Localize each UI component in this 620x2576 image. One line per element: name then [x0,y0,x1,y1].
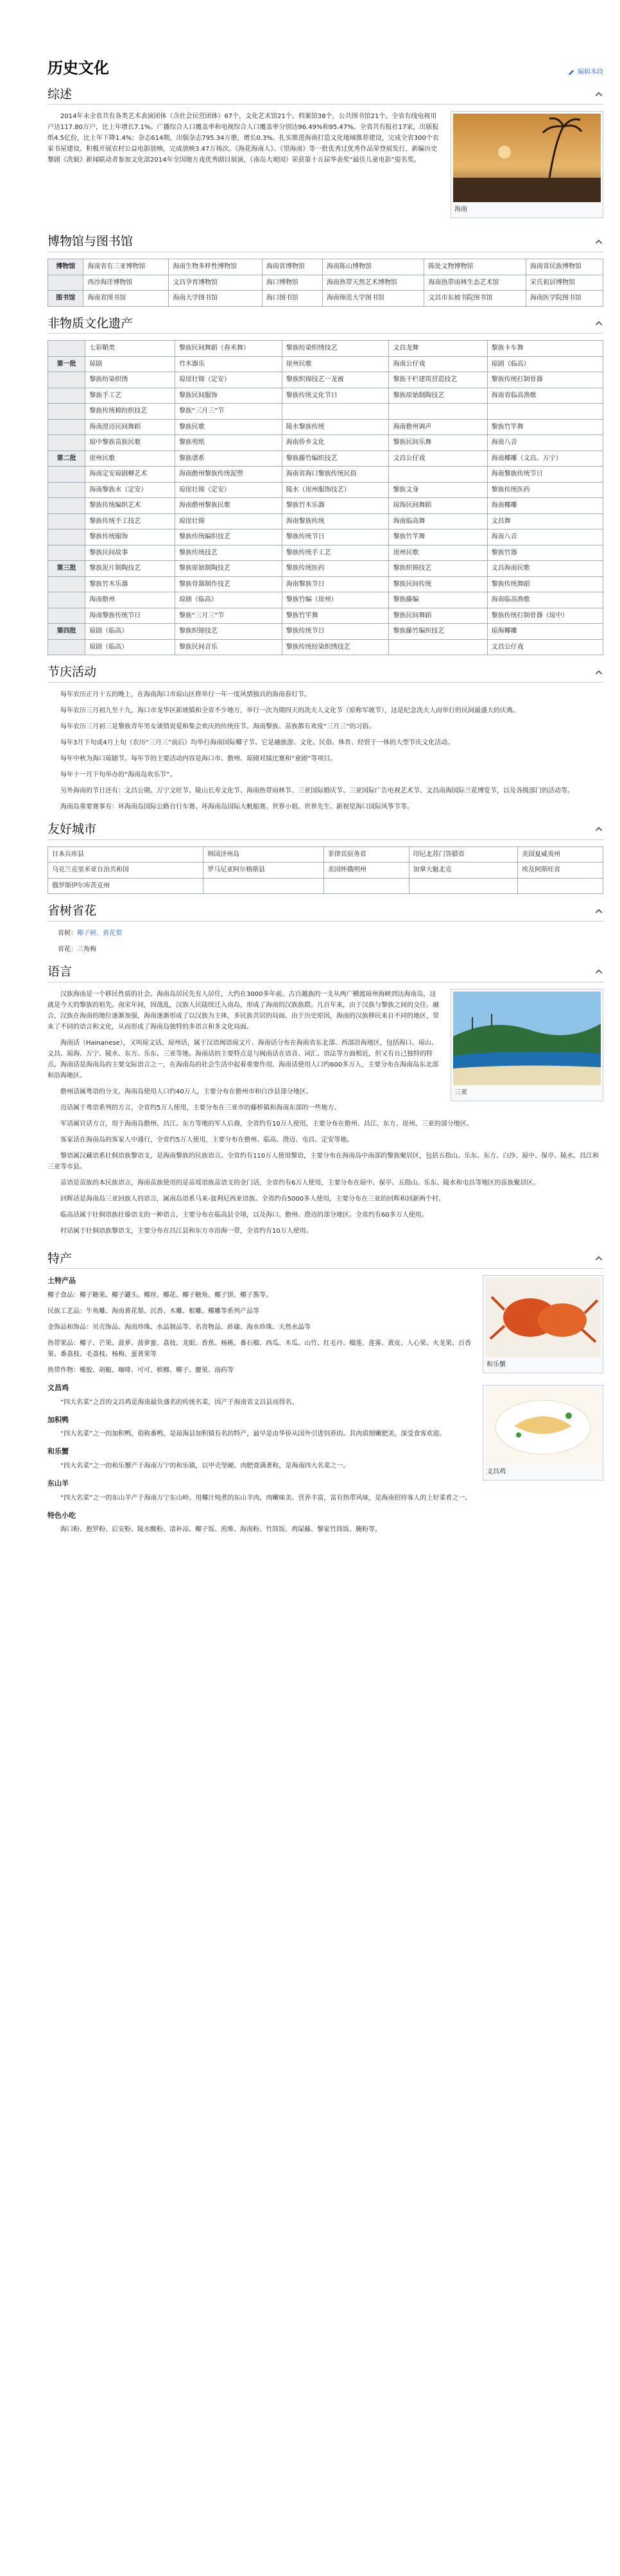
table-cell: 陈处文物博物馆 [424,259,526,275]
festivals-text [47,689,603,812]
dish-text: “四大名菜”之一的和乐蟹产于海南万宁的和乐镇，以甲壳坚硬、肉肥膏满著称，是海南四大名菜之一。 [60,1463,350,1470]
sister-cities-table [47,846,603,895]
table-cell: 埃及阿斯旺省 [518,863,603,879]
table-cell: 黎族传统医药 [282,561,389,577]
table-cell: 黎族卡车舞 [487,341,603,357]
section-heading: 省树省花 [47,904,97,918]
row-header-cell [48,576,85,592]
table-cell: 黎族民间传统 [389,576,487,592]
section-heading: 语言 [47,964,73,979]
table-cell: 黎族传统纺染织绣技艺 [282,639,389,655]
table-cell: 黎族传统医药 [487,482,603,498]
table-cell: 加拿大魁北克 [409,863,517,879]
table-cell: 琼崖壮锦 [175,513,282,529]
table-cell: 黎族民间舞蹈 [389,608,487,624]
table-cell: 黎族民间乐舞 [389,435,487,451]
table-cell: 海南椰雕（文昌、万宁） [487,451,603,467]
paragraph: 每年农历正月十五的晚上，在海南海口市琼山区将举行一年一度风情独具的海南春灯节。 [60,691,311,699]
table-cell: 黎族竹木乐器 [282,498,389,514]
table-row [48,545,603,561]
table-cell: 海南黎族传统节日 [487,467,603,483]
table-cell: 崖州民歌 [389,545,487,561]
specialty-label: 民族工艺品： [47,1307,86,1315]
table-cell: 崖州民歌 [85,451,175,467]
table-cell: 海南师范大学图书馆 [322,291,424,307]
table-cell: 海南省博物馆 [262,259,322,275]
table-cell: 琼剧（临高） [85,639,175,655]
row-header-cell [48,275,83,291]
table-cell: 文昌市东坡书院图书馆 [424,291,526,307]
table-row [48,451,603,467]
edit-label: 编辑本段 [578,68,603,76]
row-header-cell [48,341,85,357]
summary-figure[interactable] [451,111,603,218]
table-row [48,561,603,577]
chicken-photo [485,1387,601,1464]
table-cell: 日本兵库县 [48,846,203,863]
section-heading: 特产 [47,1251,73,1266]
paragraph: 每年农历三月初九至十九，海口市龙华区新坡镇和全省不少地方，举行一次为期四天的冼夫人文化节（原称军坡节），这是纪念冼夫人而举行的民间最盛大的庆典。 [60,707,519,715]
table-cell: 海南儋州调声 [389,419,487,435]
table-cell: 黎族竹木乐器 [85,576,175,592]
heritage-table [47,340,603,655]
table-cell: 海南儋州 [85,592,175,608]
table-cell: 陵水黎族传统 [282,419,389,435]
paragraph: 海南话（Hainanese），又叫琼文话、琼州话，属于汉语闽语琼文片。海南话分布在海南省东北部、西部沿海地区，包括海口、琼山、文昌、琼海、万宁、陵水、东方、乐东、三亚等地。海南话的主要特点是与闽南话在语音、词汇、语法等方面相近，但又有自己独特的特点。海南话是海南岛的主要交际语言之一，在海南岛的社会生活中起着重要作用。海南话使用人口约600多万人，主要分布在海南岛东北部和沿海地区。 [47,1039,439,1079]
province-tree: 省树：椰子树、黄花梨 [58,929,122,937]
table-cell: 黎族传统手工技艺 [85,513,175,529]
table-cell: 黎族竹竿舞 [487,419,603,435]
edit-link[interactable] [568,67,603,78]
table-row [48,846,603,863]
row-header-cell [48,404,85,420]
table-cell: 黎族“三月三”节 [175,608,282,624]
table-row [48,388,603,404]
table-cell [203,878,324,894]
table-cell: 黎族手工艺 [85,388,175,404]
pencil-icon [568,69,575,76]
row-header-cell [48,435,85,451]
table-cell [389,404,487,420]
table-cell: 文昌公仔戏 [389,451,487,467]
table-cell: 黎族原始制陶技艺 [389,388,487,404]
table-row [48,404,603,420]
table-row [48,513,603,529]
table-row [48,291,603,307]
table-cell: 黎族传统打制骨器（琼中） [487,608,603,624]
table-cell [518,878,603,894]
paragraph: 每年十一月下旬举办的“海南岛欢乐节”。 [60,771,177,779]
table-cell: 海南澄迈民间舞蹈 [85,419,175,435]
table-cell: 黎族织锦技艺一龙被 [282,372,389,388]
paragraph: 客家话在海南岛的客家人中通行，全省约5万人使用，主要分布在儋州、临高、澄迈、屯昌、定安等地。 [60,1136,354,1144]
table-cell: 黎族纺染织绣 [85,372,175,388]
hainan-photo [453,114,601,202]
table-cell: 海南儋州黎族民歌 [175,498,282,514]
table-cell [409,878,517,894]
summary-text: 2014年末全省共有各类艺术表演团体（含社会民营团体）67个，文化艺术馆21个。档案馆38个，公共图书馆21个。全省有线电视用户达117.80万户，比上年增长7.1%。广播综合人口覆盖率和电视综合人口覆盖率分别达96.49%和95.47%。全省共有报社17家，出版报纸4.5亿份，比上年下降1.4%；杂志614期，出版杂志795.34万册，增长0.3%。扎实推进海南打造文化地域推荐建设，完成全省300个农家书屋建设。积极开展农村公益电影放映，完成放映3.47万场次。《海花海南人》、《望海南》等一批优秀过优秀作品荣登展发行，新编历史黎剧《冼娘》新闻联动者参加文化部2014年全国地方戏优秀剧目展演，《南岛大观园》荣获第十五届华表奖“最佳儿童电影”提名奖。 [47,113,439,164]
row-header-cell [48,388,85,404]
table-cell: 七彩鞘类 [85,341,175,357]
paragraph: 军话属官话方言，用于海南岛儋州、昌江、东方等地的军人后裔，全省约有10万人使用，主要分布在儋州、昌江、东方、崖州、三亚的部分地区。 [60,1120,473,1128]
table-cell [323,878,409,894]
row-header-cell: 第一批 [48,356,85,372]
table-cell: 黎族竹编（崖州） [282,592,389,608]
table-cell: 海南椰雕 [487,498,603,514]
table-cell: 文昌海南民歌 [487,561,603,577]
table-cell: 乌克兰克里米亚自治共和国 [48,863,203,879]
dish-text: “四大名菜”之首的文昌鸡是海南最负盛名的传统名菜，因产于海南省文昌县而得名。 [60,1398,298,1406]
crab-photo [485,1278,601,1357]
section-heading: 博物馆与图书馆 [47,234,133,249]
table-cell: 菲律宾宿务省 [323,846,409,863]
figure-caption: 三亚 [454,1088,467,1096]
table-cell: 海南儋州黎族传统泥塑 [175,467,282,483]
table-row [48,341,603,357]
table-row [48,435,603,451]
table-row [48,482,603,498]
figure-caption: 和乐蟹 [487,1361,506,1369]
table-cell: 海南临高渔歌 [487,592,603,608]
table-cell: 印尼北苏门答腊省 [409,846,517,863]
table-cell: 黎族传统技艺 [175,545,282,561]
table-cell: 海南陈山博物馆 [322,259,424,275]
table-cell: 黎族民间服饰 [175,388,282,404]
table-cell: 黎族骨器制作技艺 [175,576,282,592]
table-cell: 文昌龙舞 [389,341,487,357]
table-cell: 文昌公仔戏 [487,639,603,655]
table-cell: 海南临高舞 [389,513,487,529]
row-header-cell [48,372,85,388]
paragraph: 海南岛重要赛事有：环海南岛国际公路自行车赛、环海南岛国际大帆船赛、世界小姐、世界先生、新视觉海口国际风筝节等。 [60,803,413,811]
specialty-text: 椰子糖果、椰子罐头、椰丝、椰花、椰子糖角、椰子饼、椰子酱等。 [80,1291,272,1299]
table-cell: 琼海民间舞蹈 [389,498,487,514]
table-row [48,863,603,879]
table-cell: 黎族民间故事 [85,545,175,561]
row-header-cell: 第三批 [48,561,85,577]
table-row [48,275,603,291]
table-cell: 琼剧（临高） [85,624,175,640]
paragraph: 另外海南的节日还有：文昌公期、万宁文旺节、陵山长寿文化节、海南热带雨林节、三亚国际婚庆节、三亚国际广告电视艺术节、文昌南海国际兰花博览节，以及各级部门的活动等。 [60,787,574,795]
row-header-cell: 第四批 [48,624,85,640]
table-row [48,419,603,435]
paragraph: 汉族海南是一个移民性质的社会。海南岛居民先有人居住，大约在3000多年前。古百越族的一支从两广横渡琼州海峡到达海南岛，这就是今天的黎族的祖先。南宋年间，因战乱，汉族人民陆续迁入南岛，形成了海南的汉族族群。几百年来，由于汉族与黎族之间的交往、融合，汉族在海南的地位逐渐加强，海南逐渐形成了以汉族为主体，多民族共居的局面。由于历史原因，海南的汉族移民来自不同的地区，带来了不同的语言和文化，从而形成了海南岛独特的多语言和多文化局面。 [47,990,439,1031]
row-header-cell [48,639,85,655]
table-cell: 美国夏威夷州 [518,846,603,863]
table-cell: 黎族藤编 [389,592,487,608]
paragraph: 临高话属于壮侗语族壮傣语支的一种语言，主要分布在临高县全境，以及海口、儋州、澄迈的部分地区。全省约有60多万人使用。 [60,1211,428,1219]
table-cell: 海南热带天然艺术博物馆 [322,275,424,291]
museums-table [47,259,603,307]
row-header-cell: 博物馆 [48,259,83,275]
specialty-text: 牛角雕、海南黄花梨、沉香、木雕、根雕、椰雕等系列产品等 [86,1307,259,1315]
table-cell: 黎族竹竿舞 [389,529,487,545]
page-header [47,0,603,78]
table-cell: 黎族“三月三”节 [175,404,282,420]
chevron-up-icon[interactable] [594,319,603,328]
table-cell: 海南大学图书馆 [169,291,263,307]
table-row [48,608,603,624]
specialty-text: 椰子、芒果、菠萝、菠萝蜜、荔枝、龙眼、香蕉、杨桃、番石榴、西瓜、木瓜、山竹、红毛丹、榴莲、莲雾、黄皮、人心果、火龙果、百香果、番荔枝、毛荔枝、杨梅、蛋黄果等 [47,1339,471,1358]
paragraph: 回辉话是海南岛三亚回族人的语言，属南岛语系马来-波利尼西亚语族。全省约有5000多人使用，主要分布在三亚的回辉和回新两个村。 [60,1195,445,1203]
table-cell: 黎族谱系 [175,451,282,467]
figure-caption: 海南 [454,206,467,214]
table-cell: 俄罗斯伊尔库茨克州 [48,878,203,894]
flower-value: 三角梅 [77,945,96,953]
section-heading: 节庆活动 [47,665,97,680]
page-title: 历史文化 [47,58,109,77]
table-row [48,639,603,655]
table-cell: 黎族竹器 [487,545,603,561]
table-cell: 黎族剪纸 [175,435,282,451]
chevron-up-icon[interactable] [594,967,603,976]
paragraph: 每年农历三月初三是黎族青年男女谈情说爱和集会欢庆的传统佳节。海南黎族、苗族都有欢度“三月三”的习俗。 [60,723,375,731]
table-cell: 海南黎族传统节日 [85,608,175,624]
table-cell: 海南黎族水（定安） [85,482,175,498]
table-cell: 海南生物多样性博物馆 [169,259,263,275]
subheading: 和乐蟹 [47,1447,69,1456]
language-section [47,964,603,1242]
table-row [48,878,603,894]
table-cell: 琼中黎族苗族民歌 [85,435,175,451]
language-figure[interactable] [451,989,603,1101]
table-cell: 黎族传统棉纺织技艺 [85,404,175,420]
row-header-cell [48,608,85,624]
table-row [48,259,603,275]
table-cell: 海南定安琼剧柳艺术 [85,467,175,483]
festivals-section [47,664,603,812]
table-cell: 黎族传统文化节日 [282,388,389,404]
row-header-cell [48,513,85,529]
table-row [48,372,603,388]
table-cell: 海南八音 [487,435,603,451]
table-row [48,624,603,640]
table-cell: 韩国济州岛 [203,846,324,863]
table-cell: 琼剧（临高） [487,356,603,372]
table-cell: 黎族传统编织技艺 [175,529,282,545]
table-cell: 黎族织锦技艺 [389,561,487,577]
subheading: 东山羊 [47,1479,69,1488]
table-cell: 黎族民间舞蹈（舂米舞） [175,341,282,357]
table-cell: 琼剧 [85,356,175,372]
paragraph: 村话属于壮侗语族黎语支，主要分布在昌江县和东方市沿海一带，全省约有10万人使用。 [60,1227,313,1235]
chevron-up-icon[interactable] [594,907,603,916]
row-header-cell [48,419,85,435]
section-heading: 非物质文化遗产 [47,316,133,331]
subheading: 文昌鸡 [47,1383,69,1392]
table-cell: 黎族传统编织艺术 [85,498,175,514]
table-cell: 黎族传统舞蹈 [487,576,603,592]
museums-section [47,234,603,306]
specialty-text: 橡胶、胡椒、咖啡、可可、槟榔、椰子、腰果、南药等 [80,1366,234,1374]
dish-text: 海口粉、抱罗粉、后安粉、陵水酸粉、清补凉、椰子饭、煎堆、海南粉、竹筒饭、鸡屎藤、黎家竹筒饭、腌粉等。 [60,1526,381,1534]
paragraph: 每年中秋为海口琼剧节。每年节的主要活动内容是海口市、儋州、琼剧对擂比赛和“童剧”等项目。 [60,755,337,763]
table-cell: 文昌舞 [487,513,603,529]
dish-text: “四大名菜”之一的东山羊产于海南万宁东山岭。用椰汁炖煮的东山羊肉，肉嫩味美、营养丰富，富有热带风味，是海南招待客人的上好菜肴之一。 [60,1494,472,1502]
specialty-label: 金饰品和饰品： [47,1323,92,1331]
table-cell: 海南公仔戏 [389,356,487,372]
table-cell: 黎族竹竿舞 [282,608,389,624]
table-cell: 海南八音 [487,529,603,545]
table-cell: 海南医学院图书馆 [526,291,603,307]
table-cell [487,404,603,420]
table-cell: 琼崖壮锦（定安） [175,482,282,498]
table-cell: 海南省有三亚博物馆 [83,259,169,275]
chevron-up-icon[interactable] [594,237,603,246]
table-row [48,498,603,514]
paragraph: 儋州话属粤语的分支，海南岛使用人口约40万人，主要分布在儋州市和白沙县部分地区。 [60,1088,313,1095]
specialty-label: 椰子食品： [47,1291,80,1299]
table-cell: 黎族泥片制陶技艺 [85,561,175,577]
row-header-cell [48,592,85,608]
table-cell: 海口图书馆 [262,291,322,307]
table-cell: 黎族民歌 [175,419,282,435]
table-row [48,529,603,545]
table-row [48,592,603,608]
table-cell: 文昌孕育博物馆 [169,275,263,291]
table-cell [282,404,389,420]
table-row [48,576,603,592]
dish-text: “四大名菜”之一的加积鸭，俗称番鸭，是琼海县加积镇有名的特产，最早是由华侨从国外引进饲养的。其肉质细嫩肥美，深受食客欢迎。 [60,1430,446,1438]
subheading: 加积鸭 [47,1415,69,1424]
table-cell: 竹木器乐 [175,356,282,372]
chevron-up-icon[interactable] [594,90,603,99]
table-cell: 黎族藤竹编织技艺 [282,451,389,467]
table-cell: 罗马尼亚阿尔格斯县 [203,863,324,879]
table-cell: 黎族传统手工艺 [282,545,389,561]
table-cell: 黎族藤竹编织技艺 [389,624,487,640]
row-header-cell [48,467,85,483]
subheading: 特色小吃 [47,1511,76,1520]
chevron-up-icon[interactable] [594,1254,603,1263]
paragraph: 黎语属汉藏语系壮侗语族黎语支，是海南黎族的民族语言。全省约有110万人使用黎语，主要分布在海南岛中南部的黎族聚居区，包括五指山、乐东、东方、白沙、琼中、保亭、陵水、昌江和三亚等市县。 [47,1152,599,1171]
table-cell: 陵水（崖州服饰技艺） [282,482,389,498]
table-row [48,467,603,483]
table-cell: 黎族传统服饰 [85,529,175,545]
row-header-cell [48,529,85,545]
table-cell: 海南黎族节日 [282,576,389,592]
table-cell: 黎族文身 [389,482,487,498]
row-header-cell: 第二批 [48,451,85,467]
specialty-label: 热带果品： [47,1339,80,1347]
table-cell: 西沙海洋博物馆 [83,275,169,291]
section-heading: 综述 [47,87,73,101]
table-row [48,356,603,372]
chevron-up-icon[interactable] [594,668,603,677]
table-cell: 海南黎族传统 [282,513,389,529]
table-cell: 崖州民歌 [282,356,389,372]
table-cell [389,467,487,483]
table-cell: 琼海椰雕 [487,624,603,640]
table-cell: 黎族原始制陶技艺 [175,561,282,577]
table-cell: 黎族纺染织绣技艺 [282,341,389,357]
specialty-text: 贝壳饰品、海南珍珠、水晶制品等、名贵物品、砗磲、海水珍珠、天然水晶等 [92,1323,311,1331]
sanya-photo [453,992,601,1085]
tree-link[interactable]: 椰子树、黄花梨 [77,929,122,937]
crab-figure[interactable] [483,1275,603,1373]
row-header-cell [48,498,85,514]
subheading: 土特产品 [47,1276,76,1285]
row-header-cell [48,482,85,498]
paragraph: 迈话属于粤语系列的方言，全省约5万人使用，主要分布在三亚市的藤桥镇和海南东部的一些地方。 [60,1104,341,1112]
sister-cities-section [47,821,603,894]
table-cell: 美国怀俄明州 [323,863,409,879]
table-cell: 琼剧（临高） [175,592,282,608]
table-cell: 黎族传统节日 [282,529,389,545]
specialty-label: 热带作物： [47,1366,80,1374]
table-cell: 海南省民族博物馆 [526,259,603,275]
figure-caption: 文昌鸡 [487,1468,506,1475]
table-cell: 海口博物馆 [262,275,322,291]
table-cell: 海南热带雨林生态艺术馆 [424,275,526,291]
paragraph: 苗语是苗族的本民族语言，海南苗族使用的是苗瑶语族苗语支的金门话，全省约有6万人使用，主要分布在琼中、保亭、五指山、乐东、陵水和屯昌等地区的苗族聚居区。 [60,1179,540,1187]
row-header-cell: 图书馆 [48,291,83,307]
symbols-section [47,903,603,955]
table-cell: 黎族传统打制骨器 [487,372,603,388]
specialties-section [47,1251,603,1541]
table-cell: 海南省图书馆 [83,291,169,307]
table-cell: 黎族民间音乐 [175,639,282,655]
section-heading: 友好城市 [47,822,97,837]
table-cell: 海南省海口黎族传统民俗 [282,467,389,483]
table-cell: 黎族干栏建筑营造技艺 [389,372,487,388]
province-flower: 省花：三角梅 [58,945,96,953]
chevron-up-icon[interactable] [594,825,603,834]
table-cell: 黎族传统节日 [282,624,389,640]
row-header-cell [48,545,85,561]
table-cell: 宋氏祖居博物馆 [526,275,603,291]
paragraph: 每年3月下旬或4月上旬（农历“三月三”前后）均举行海南国际椰子节。它是融旅游、文化、民俗、体育、经贸于一体的大型节庆文化活动。 [60,739,454,747]
table-cell: 琼崖壮锦（定安） [175,372,282,388]
chicken-figure[interactable] [483,1385,603,1481]
table-cell [389,639,487,655]
table-cell: 黎族织锦技艺 [175,624,282,640]
table-cell: 海南侨乡文化 [282,435,389,451]
table-cell: 海南省临高渔歌 [487,388,603,404]
summary-section [47,87,603,225]
heritage-section [47,316,603,656]
